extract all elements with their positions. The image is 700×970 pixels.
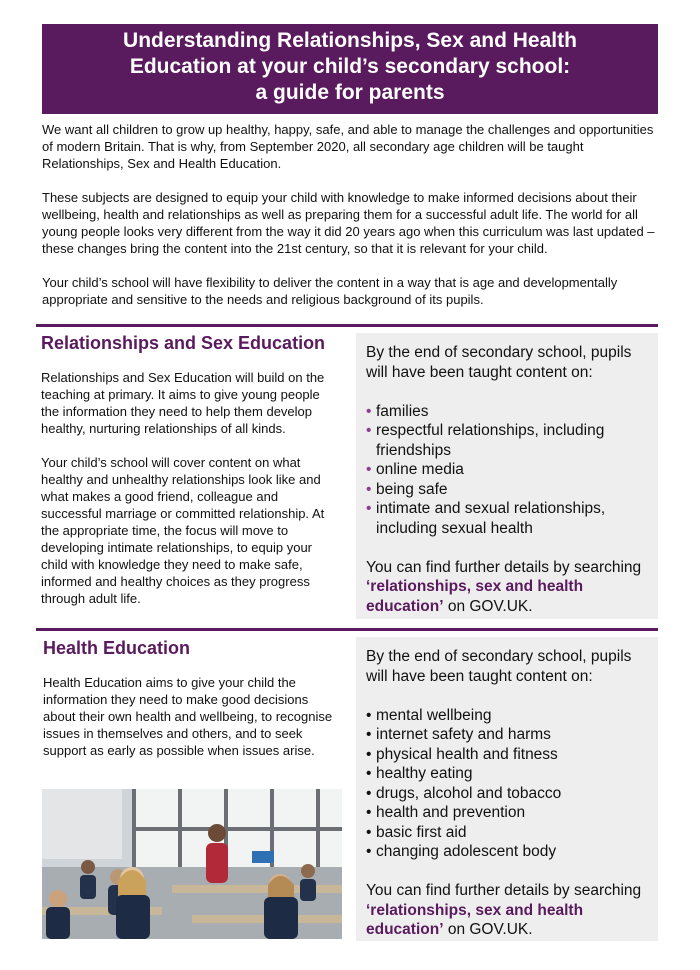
title-banner xyxy=(42,24,658,114)
intro-paragraph-3: Your child’s school will have flexibility to deliver the content in a way that is age and developmentally appropriate and sensitive to the needs and religious background of its pupils. xyxy=(42,275,618,307)
rse-body xyxy=(41,369,341,624)
health-paragraph-1: Health Education aims to give your child the information they need to make good decisions about their own health and wellbeing, to recognise issues in themselves and others, and to seek support as early as possible when issues arise. xyxy=(43,675,333,758)
search-term: ‘relationships, sex and health education’ xyxy=(366,901,584,938)
title-line-1: Understanding Relationships, Sex and Health xyxy=(123,29,577,52)
health-topic-list xyxy=(366,706,650,862)
health-content-box xyxy=(356,637,658,941)
rse-paragraph-2: Your child’s school will cover content on what healthy and unhealthy relationships look like and what makes a good friend, colleague and successful marriage or committed relationship. At the appropriate time, the focus will move to developing intimate relationships, to equip your child with knowledge they need to make safe, informed and healthy choices as they progress through adult life. xyxy=(41,455,325,606)
list-item: • online media xyxy=(366,461,464,478)
list-item: • respectful relationships, including friendships xyxy=(366,422,605,459)
list-item: • healthy eating xyxy=(366,765,473,782)
title-line-2: Education at your child’s secondary school: xyxy=(129,55,571,78)
rse-heading: Relationships and Sex Education xyxy=(41,333,326,353)
search-term: ‘relationships, sex and health education’ xyxy=(366,578,584,615)
list-item: • physical health and fitness xyxy=(366,745,558,763)
rse-topic-list xyxy=(366,402,650,539)
title-line-3: a guide for parents xyxy=(255,81,445,104)
list-item: • mental wellbeing xyxy=(366,706,492,724)
list-item: • being safe xyxy=(366,480,448,498)
health-heading: Health Education xyxy=(43,638,191,658)
classroom-illustration xyxy=(42,789,342,939)
section-divider-1 xyxy=(36,324,658,327)
intro-paragraph-2: These subjects are designed to equip your child with knowledge to make informed decisions about their wellbeing, health and relationships as well as preparing them for a successful adult life. The world for all young people looks very different from the way it did 20 years ago when this curriculum was last updated – these changes bring the content into the 21st century, so that it is relevant for your child. xyxy=(42,190,655,256)
health-find-more: You can find further details by searching ‘relationships, sex and health education’ on GOV.UK. xyxy=(366,882,642,938)
list-item: • families xyxy=(366,402,429,420)
rse-find-more: You can find further details by searching ‘relationships, sex and health education’ on GOV.UK. xyxy=(366,558,642,615)
list-item: • internet safety and harms xyxy=(366,726,551,743)
list-item: • basic first aid xyxy=(366,823,467,841)
list-item: • drugs, alcohol and tobacco xyxy=(366,784,562,802)
rse-paragraph-1: Relationships and Sex Education will build on the teaching at primary. It aims to give young people the information they need to help them develop healthy, nurturing relationships of all kinds. xyxy=(41,370,325,436)
list-item: • changing adolescent body xyxy=(366,843,557,860)
intro-paragraph-1: We want all children to grow up healthy, happy, safe, and able to manage the challenges and opportunities of modern Britain. That is why, from September 2020, all secondary age children will be taught Relationships, Sex and Health Education. xyxy=(42,122,654,171)
intro-text xyxy=(42,121,662,325)
section-divider-2 xyxy=(36,628,658,631)
rse-content-box xyxy=(356,333,658,619)
rse-box-lead: By the end of secondary school, pupils will have been taught content on: xyxy=(366,344,632,381)
classroom-photo xyxy=(42,789,342,939)
list-item: • health and prevention xyxy=(366,804,526,821)
health-body xyxy=(43,674,343,776)
health-box-lead: By the end of secondary school, pupils will have been taught content on: xyxy=(366,648,632,685)
list-item: • intimate and sexual relationships, including sexual health xyxy=(366,500,606,537)
